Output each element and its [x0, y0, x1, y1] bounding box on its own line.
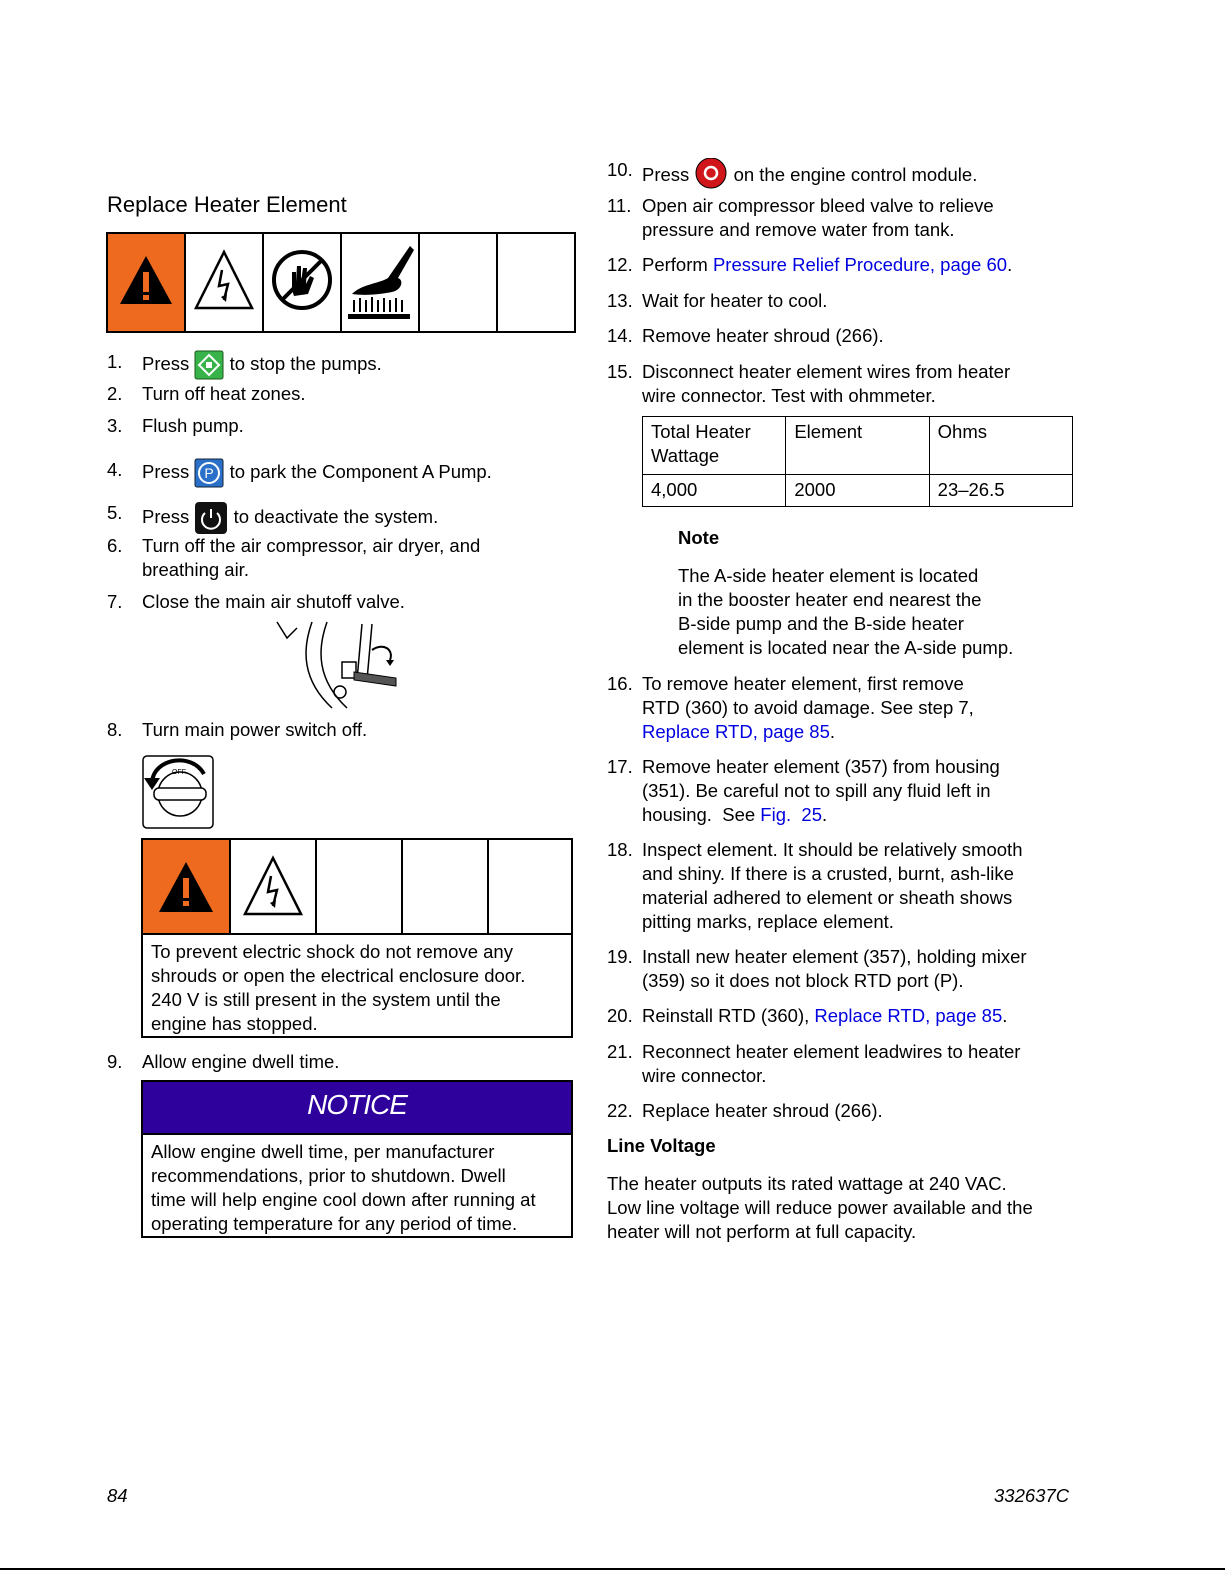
electric-shock-icon: [231, 840, 317, 933]
svg-text:P: P: [204, 465, 215, 481]
replace-rtd-link[interactable]: Replace RTD, page 85: [814, 1005, 1003, 1026]
table-header: Total Heater Wattage: [643, 417, 786, 475]
warning-text: To prevent electric shock do not remove any shrouds or open the electrical enclosure door. 240 V is still present in the system until the engine has stopped.: [151, 941, 526, 1034]
pressure-relief-link[interactable]: Pressure Relief Procedure, page 60: [712, 254, 1008, 275]
line-voltage-heading: Line Voltage: [607, 1135, 716, 1156]
electric-shock-warning: [141, 838, 573, 1038]
caution-triangle-icon: [107, 233, 185, 332]
note-heading: Note: [678, 527, 720, 548]
notice-title: NOTICE: [143, 1082, 571, 1135]
note-text: The A-side heater element is located in the booster heater end nearest the B-side pump and the B-side heater element is located near the A-side pump.: [678, 565, 1014, 658]
heater-spec-table: [642, 416, 1073, 507]
power-button-icon: [194, 501, 228, 535]
table-header: Ohms: [929, 417, 1072, 475]
bottom-rule: [0, 1568, 1225, 1570]
section-title: Replace Heater Element: [107, 192, 347, 217]
hot-surface-icon: [341, 233, 419, 332]
no-hands-icon: [263, 233, 341, 332]
table-cell: 4,000: [643, 475, 786, 507]
engine-stop-button-icon: [694, 158, 728, 194]
warning-icon-strip: [106, 232, 576, 333]
table-cell: 23–26.5: [929, 475, 1072, 507]
empty-cell: [317, 840, 403, 933]
electric-shock-icon: [185, 233, 263, 332]
empty-cell: [497, 233, 575, 332]
replace-rtd-link[interactable]: Replace RTD, page 85: [642, 721, 830, 742]
notice-box: [141, 1080, 573, 1238]
stop-pumps-button-icon: [194, 350, 224, 380]
document-number: 332637C: [994, 1485, 1070, 1506]
air-shutoff-valve-illustration: [272, 620, 402, 715]
empty-cell: [403, 840, 489, 933]
empty-cell: [419, 233, 497, 332]
table-cell: 2000: [786, 475, 929, 507]
fig-25-link[interactable]: Fig. 25: [760, 804, 822, 825]
line-voltage-text: The heater outputs its rated wattage at 240 VAC. Low line voltage will reduce power available and the heater will not perform at full capacity.: [607, 1173, 1033, 1242]
notice-text: Allow engine dwell time, per manufacturer recommendations, prior to shutdown. Dwell time will help engine cool down after running at operating temperature for any period of time.: [151, 1141, 536, 1234]
switch-off-label: OFF: [172, 769, 186, 776]
caution-triangle-icon: [143, 840, 231, 933]
park-button-icon: [194, 458, 224, 488]
main-power-switch-illustration: [140, 752, 220, 837]
table-header: Element: [786, 417, 929, 475]
page-number: 84: [107, 1485, 128, 1506]
